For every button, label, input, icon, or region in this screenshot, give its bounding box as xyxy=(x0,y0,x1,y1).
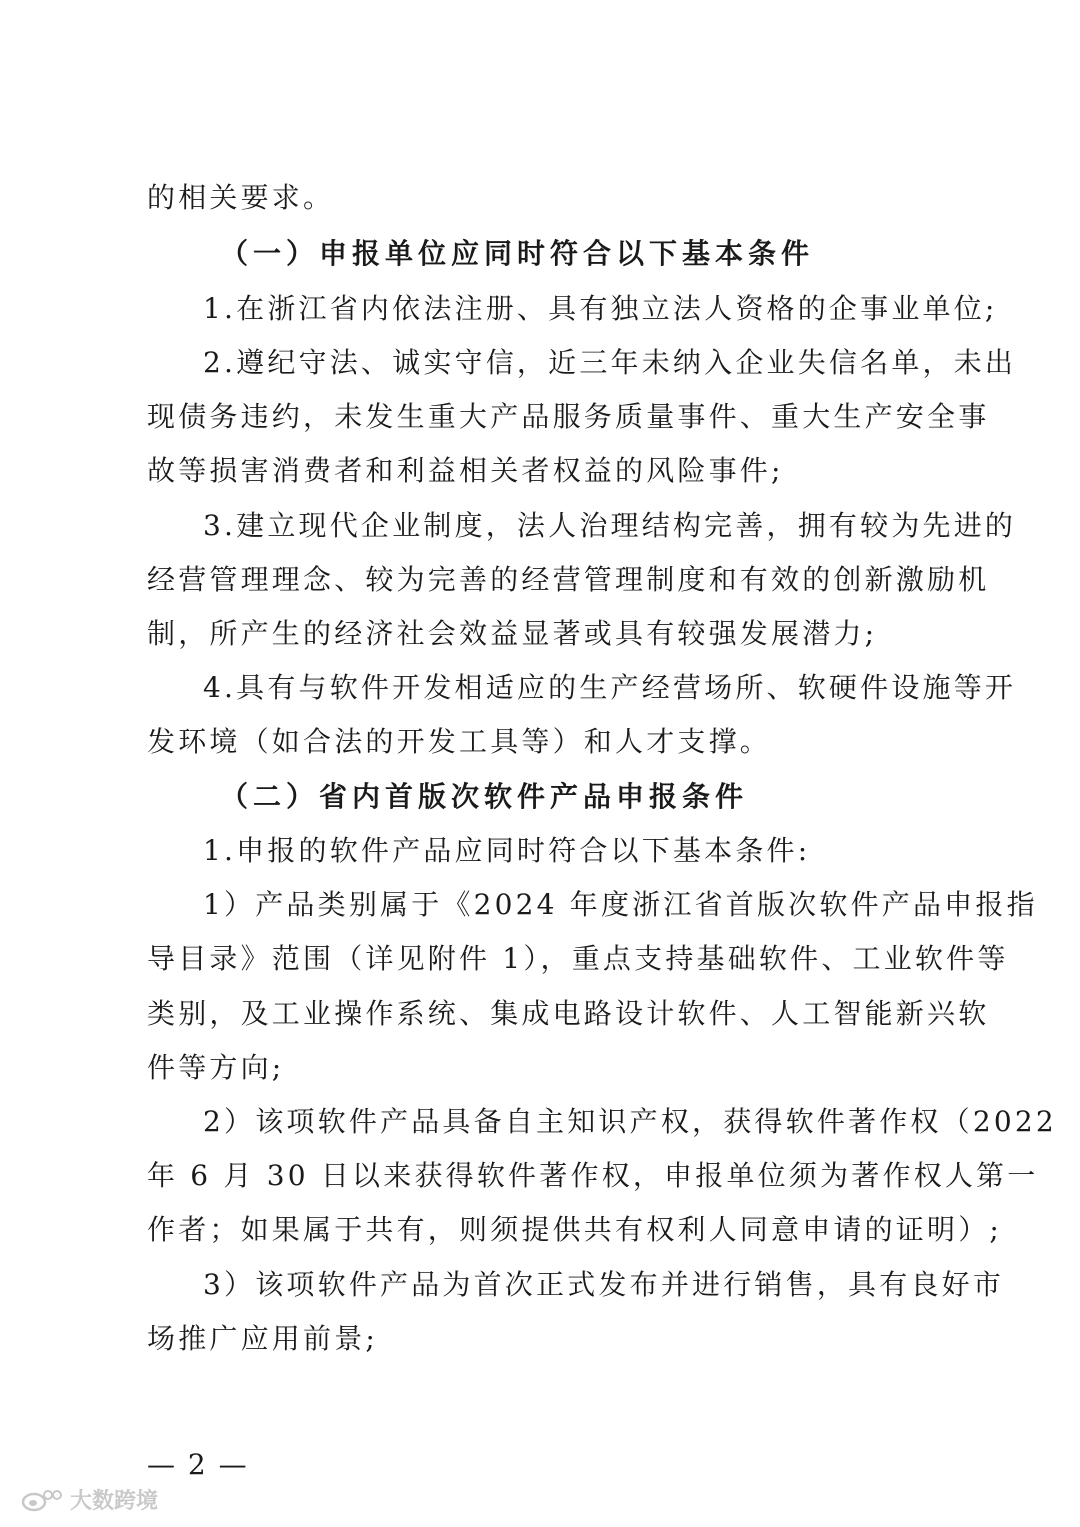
watermark xyxy=(20,1484,158,1514)
text-line: 故等损害消费者和利益相关者权益的风险事件; xyxy=(147,454,784,487)
text-line: 年 6 月 30 日以来获得软件著作权，申报单位须为著作权人第一 xyxy=(147,1159,1039,1192)
weibo-logo-icon xyxy=(20,1486,64,1512)
text-line: 1）产品类别属于《2024 年度浙江省首版次软件产品申报指 xyxy=(203,888,1038,921)
text-line: 的相关要求。 xyxy=(147,181,335,214)
text-line: 2）该项软件产品具备自主知识产权，获得软件著作权（2022 xyxy=(203,1105,1057,1138)
text-line: 3）该项软件产品为首次正式发布并进行销售，具有良好市 xyxy=(203,1268,1005,1301)
watermark-text: 大数跨境 xyxy=(70,1488,159,1514)
text-line: 经营管理理念、较为完善的经营管理制度和有效的创新激励机 xyxy=(147,563,990,596)
text-line: 3.建立现代企业制度，法人治理结构完善，拥有较为先进的 xyxy=(203,509,1017,542)
text-line: 4.具有与软件开发相适应的生产经营场所、软硬件设施等开 xyxy=(203,671,1017,704)
text-line: 件等方向; xyxy=(147,1051,285,1084)
text-line: 发环境（如合法的开发工具等）和人才支撑。 xyxy=(147,725,772,758)
text-line: 场推广应用前景; xyxy=(147,1322,379,1355)
text-line: 导目录》范围（详见附件 1），重点支持基础软件、工业软件等 xyxy=(147,942,1009,975)
section-heading-2: （二）省内首版次软件产品申报条件 xyxy=(220,780,749,813)
text-line: 1.在浙江省内依法注册、具有独立法人资格的企事业单位; xyxy=(203,292,998,325)
text-line: 作者；如果属于共有，则须提供共有权利人同意申请的证明）; xyxy=(147,1213,1003,1246)
text-line: 制，所产生的经济社会效益显著或具有较强发展潜力; xyxy=(147,617,878,650)
text-line: 2.遵纪守法、诚实守信，近三年未纳入企业失信名单，未出 xyxy=(203,346,1017,379)
text-line: 类别，及工业操作系统、集成电路设计软件、人工智能新兴软 xyxy=(147,997,990,1030)
text-line: 1.申报的软件产品应同时符合以下基本条件: xyxy=(203,834,811,867)
page-number: — 2 — xyxy=(147,1448,249,1481)
text-line: 现债务违约，未发生重大产品服务质量事件、重大生产安全事 xyxy=(147,400,990,433)
section-heading-1: （一）申报单位应同时符合以下基本条件 xyxy=(220,237,815,270)
